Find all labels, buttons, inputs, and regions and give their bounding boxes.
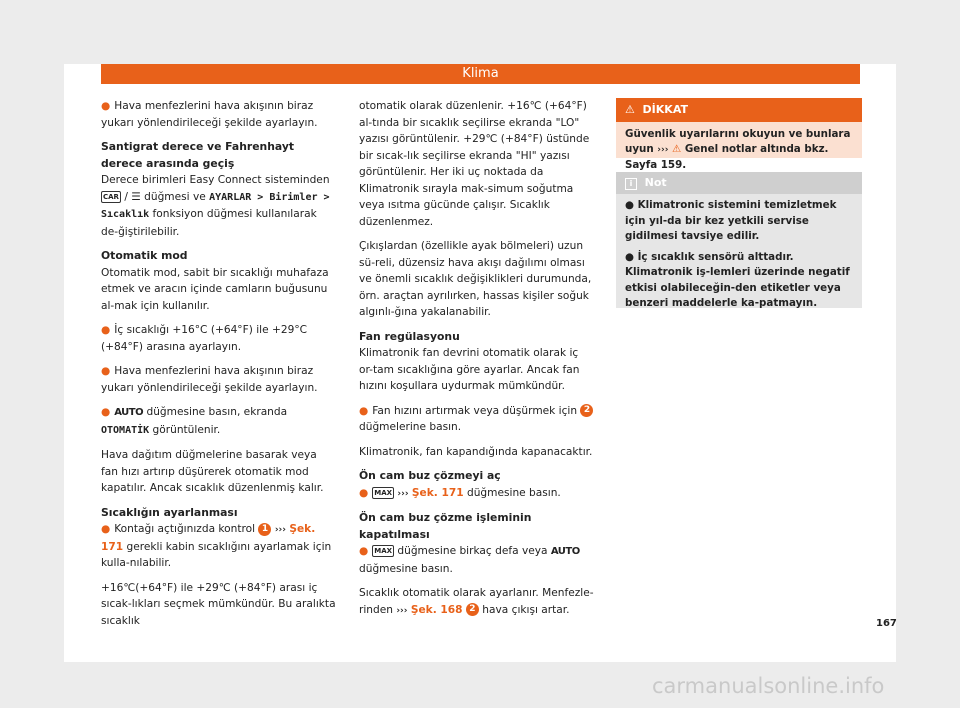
heading-auto: Otomatik mod xyxy=(101,249,188,262)
menu-path: AYARLAR > Birimler > Sıcaklık xyxy=(101,191,330,220)
bullet-icon: ● xyxy=(359,545,369,557)
note-item: ● İç sıcaklık sensörü alttadır. Klimatronik iş-lemleri üzerinde negatif etkisi olabileceğin-den etiketler veya benzeri maddelerle ka-patmayın. xyxy=(625,250,850,309)
bullet-icon: ● xyxy=(101,523,111,535)
arrow-icon: ››› xyxy=(274,525,286,535)
car-icon: CAR xyxy=(103,192,119,201)
figure-link[interactable]: Şek. 168 xyxy=(410,603,463,616)
auto-icon: AUTO xyxy=(114,407,144,418)
callout-number: 2 xyxy=(466,603,479,616)
paragraph: Klimatronik fan devrini otomatik olarak iç or-tam sıcaklığına göre ayarlar. Ancak fan hızını koşullara uydurmak mümkündür. xyxy=(359,347,580,392)
warning-header: ⚠ DİKKAT xyxy=(616,98,862,122)
max-defrost-icon: MAX xyxy=(374,488,393,497)
bullet-icon: ● xyxy=(625,250,634,263)
bullet-icon: ● xyxy=(101,100,111,112)
info-icon: i xyxy=(625,178,637,190)
heading-defrost-off: Ön cam buz çözme işleminin kapatılması xyxy=(359,511,532,541)
warning-icon: ⚠ xyxy=(625,103,635,116)
menu-icon: ☰ xyxy=(131,190,141,203)
bullet-item: ● Kontağı açtığınızda kontrol 1 ››› Şek. 171 gerekli kabin sıcaklığını ayarlamak için kulla-nılabilir. xyxy=(101,523,332,569)
bullet-item: ● Fan hızını artırmak veya düşürmek için 2 düğmelerine basın. xyxy=(359,403,595,436)
arrow-icon: ››› xyxy=(657,145,669,155)
bullet-item: ● İç sıcaklığı +16°C (+64°F) ile +29°C (+84°F) arasına ayarlayın. xyxy=(101,324,308,353)
callout-number: 2 xyxy=(580,404,593,417)
paragraph: otomatik olarak düzenlenir. +16℃ (+64°F) al-tında bir sıcaklık seçilirse ekranda "LO" yazısı görüntülenir. +29℃ (+84°F) üstünde bir sıcak-lık seçilirse ekranda "HI" yazısı görüntülenir. Her iki uç noktada da Klimatronik sırayla mak-simum soğutma veya ısıtma gücünde çalışır. Sıcaklık düzenlenmez. xyxy=(359,100,590,228)
note-header: i Not xyxy=(616,172,862,194)
heading-units: Santigrat derece ve Fahrenhayt derece arasında geçiş xyxy=(101,140,295,170)
bullet-icon: ● xyxy=(101,365,111,377)
paragraph: Klimatronik, fan kapandığında kapanacaktır. xyxy=(359,445,593,458)
section-title: Klima xyxy=(101,64,860,84)
range-paragraph: +16℃(+64°F) ile +29℃ (+84°F) arası iç sıcak-lıkları seçmek mümkündür. Bu aralıkta sıcaklık xyxy=(101,581,336,627)
middle-column xyxy=(359,98,595,627)
fan-paragraph: Hava dağıtım düğmelerine basarak veya fan hızı artırıp düşürerek otomatik mod kapatılır. Ancak sıcaklık düzenlenmiş kalır. xyxy=(101,449,324,494)
auto-icon: AUTO xyxy=(550,546,580,557)
bullet-item: ● Hava menfezlerini hava akışının biraz yukarı yönlendirileceği şekilde ayarlayın. xyxy=(101,100,318,129)
paragraph: Çıkışlardan (özellikle ayak bölmeleri) uzun sü-reli, düzensiz hava akışı dağılımı olması ve önemli sıcaklık değişiklikleri durumunda, örn. araçtan ayrılırken, hassas kişiler soğuk algınlı-ğına yakalanabilir. xyxy=(359,240,592,318)
bullet-item: ● Hava menfezlerini hava akışının biraz yukarı yönlendirileceği şekilde ayarlayın. xyxy=(101,365,318,394)
units-paragraph: Derece birimleri Easy Connect sisteminden CAR / ☰ düğmesi ve AYARLAR > Birimler > Sıcaklık fonksiyon düğmesi kullanılarak de-ğiştirilebilir. xyxy=(101,174,330,238)
callout-number: 1 xyxy=(258,523,271,536)
bullet-icon: ● xyxy=(359,486,369,499)
figure-link[interactable]: Şek. 171 xyxy=(101,523,316,553)
watermark: carmanualsonline.info xyxy=(652,674,885,698)
bullet-icon: ● xyxy=(101,406,111,418)
figure-link[interactable]: Şek. 171 xyxy=(411,486,464,499)
note-item: ● Klimatronic sistemini temizletmek için yıl-da bir kez yetkili servise gidilmesi tavsiye edilir. xyxy=(625,199,837,242)
heading-temp: Sıcaklığın ayarlanması xyxy=(101,505,238,519)
arrow-icon: ››› xyxy=(396,605,408,616)
warning-box xyxy=(616,98,862,171)
auto-paragraph: Otomatik mod, sabit bir sıcaklığı muhafaza etmek ve aracın içinde camların buğusunu al-mak için kullanılır. xyxy=(101,266,329,312)
arrow-icon: ››› xyxy=(397,488,409,499)
paragraph: Sıcaklık otomatik olarak ayarlanır. Menfezle-rinden ››› Şek. 168 2 hava çıkışı artar. xyxy=(359,587,594,616)
note-body xyxy=(616,194,862,321)
bullet-item: ● MAX ››› Şek. 171 düğmesine basın. xyxy=(359,486,561,499)
heading-fan: Fan regülasyonu xyxy=(359,329,460,343)
warning-body: Güvenlik uyarılarını okuyun ve bunlara uyun ››› ⚠ Genel notlar altında bkz. Sayfa 159. xyxy=(625,128,851,171)
bullet-icon: ● xyxy=(625,199,634,211)
heading-defrost: Ön cam buz çözmeyi aç xyxy=(359,469,501,482)
warning-icon: ⚠ xyxy=(672,143,682,155)
left-column xyxy=(101,98,337,637)
bullet-icon: ● xyxy=(101,324,111,336)
bullet-icon: ● xyxy=(359,404,369,417)
note-box xyxy=(616,172,862,308)
page-number: 167 xyxy=(876,618,897,629)
bullet-item: ● MAX düğmesine birkaç defa veya AUTO düğmesine basın. xyxy=(359,545,580,575)
display-text: OTOMATİK xyxy=(101,424,150,436)
max-defrost-icon: MAX xyxy=(374,547,393,555)
bullet-item: ● AUTO düğmesine basın, ekranda OTOMATİK görüntülenir. xyxy=(101,406,288,436)
